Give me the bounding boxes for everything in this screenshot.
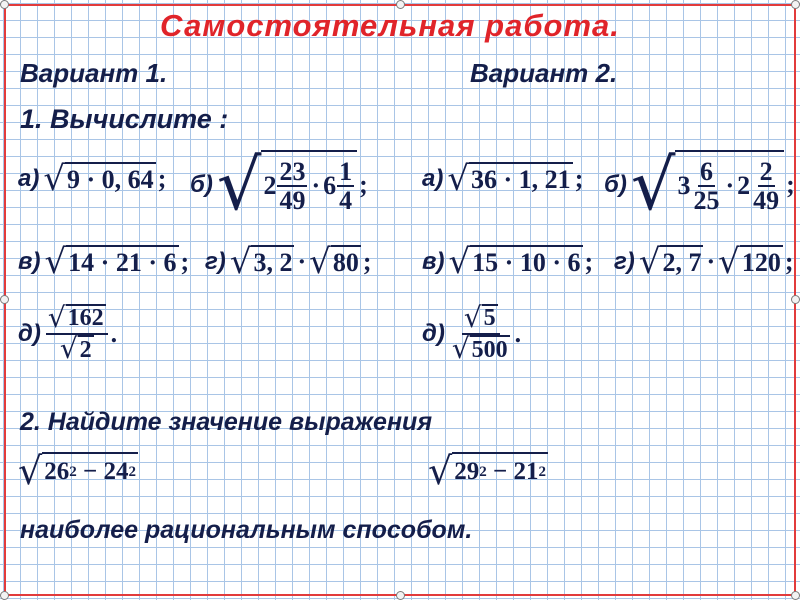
fraction	[691, 158, 721, 215]
page-title: Самостоятельная работа.	[160, 8, 620, 43]
radicand: 2	[79, 336, 92, 363]
sqrt-expression	[59, 332, 94, 366]
sqrt-expression	[47, 301, 106, 334]
multiply-dot: ·	[297, 247, 307, 276]
radicand: 36 · 1, 21	[469, 162, 573, 196]
whole-part: 2	[263, 171, 277, 200]
semicolon: ;	[362, 247, 372, 276]
v1-item-b	[190, 144, 368, 226]
semicolon: ;	[786, 170, 795, 199]
multiply-dot: ·	[706, 247, 716, 276]
sqrt-sign: √	[44, 242, 67, 282]
sqrt-sign: √	[718, 242, 740, 282]
v1-item-a	[18, 159, 167, 199]
period: .	[514, 319, 522, 349]
sqrt-expression	[309, 242, 361, 282]
resize-handle-top-left[interactable]	[0, 0, 9, 9]
sqrt-sign: √	[18, 449, 43, 493]
v1-item-v	[18, 242, 190, 282]
radicand: 9 · 0, 64	[65, 162, 156, 196]
sqrt-expression	[44, 242, 179, 282]
denominator	[450, 332, 512, 366]
radicand	[452, 452, 548, 490]
semicolon: ;	[157, 164, 167, 193]
denominator	[58, 332, 96, 366]
item-label: б)	[604, 171, 627, 198]
semicolon: ;	[584, 247, 594, 276]
base: 26	[44, 458, 70, 485]
denominator: 49	[279, 186, 306, 215]
radicand: 80	[331, 245, 361, 279]
radicand: 14 · 21 · 6	[66, 245, 178, 279]
radicand: 120	[740, 245, 783, 279]
numerator: 2	[759, 156, 773, 186]
v2-item-a	[422, 159, 584, 199]
whole-part: 3	[677, 171, 691, 200]
multiply-dot: ·	[725, 171, 735, 200]
v2-task2-expression	[428, 449, 548, 493]
v1-item-d	[18, 301, 118, 366]
base: 29	[454, 458, 480, 485]
numerator	[46, 301, 108, 335]
radicand	[261, 150, 357, 220]
denominator: 49	[753, 186, 780, 215]
sqrt-sign: √	[43, 159, 66, 199]
sqrt-sign: √	[309, 242, 331, 282]
sqrt-sign: √	[428, 449, 453, 493]
v2-item-d	[422, 301, 522, 366]
v1-item-g	[205, 242, 372, 282]
exponent: 2	[128, 463, 136, 480]
fraction	[751, 158, 781, 215]
semicolon: ;	[180, 247, 190, 276]
exponent: 2	[69, 463, 77, 480]
resize-handle-bottom-left[interactable]	[0, 591, 9, 600]
task-2-heading: 2. Найдите значение выражения	[20, 408, 433, 436]
item-label: а)	[422, 165, 444, 192]
resize-handle-top-right[interactable]	[791, 0, 800, 9]
v2-item-v	[422, 242, 594, 282]
minus-sign: −	[76, 458, 104, 485]
item-label: а)	[18, 165, 40, 192]
sqrt-sign: √	[451, 332, 470, 366]
sqrt-expression	[216, 144, 357, 226]
radicand: 5	[483, 305, 496, 332]
fraction	[277, 158, 307, 215]
item-label: г)	[614, 248, 635, 275]
sqrt-expression	[638, 242, 704, 282]
radicand: 2, 7	[660, 245, 703, 279]
item-label: г)	[205, 248, 226, 275]
sqrt-sign: √	[638, 242, 661, 282]
item-label: д)	[18, 320, 41, 348]
semicolon: ;	[784, 247, 794, 276]
v1-task2-expression	[18, 449, 138, 493]
sqrt-sign: √	[59, 332, 78, 366]
sqrt-expression	[630, 144, 784, 226]
task-2-footer: наиболее рациональным способом.	[20, 516, 473, 544]
semicolon: ;	[574, 164, 584, 193]
sqrt-sign: √	[216, 144, 262, 226]
resize-handle-middle-right[interactable]	[791, 295, 800, 304]
denominator: 25	[693, 186, 720, 215]
sqrt-sign: √	[447, 159, 470, 199]
sqrt-expression	[463, 301, 498, 334]
radicand: 15 · 10 · 6	[470, 245, 582, 279]
period: .	[110, 319, 118, 349]
fraction	[46, 301, 108, 366]
multiply-dot: ·	[311, 171, 321, 200]
numerator: 23	[279, 156, 306, 186]
sqrt-expression	[229, 242, 295, 282]
sqrt-expression	[451, 332, 510, 366]
sqrt-expression	[43, 159, 155, 199]
base: 21	[513, 458, 539, 485]
exponent: 2	[479, 463, 487, 480]
sqrt-expression	[448, 242, 583, 282]
whole-part: 6	[323, 171, 337, 200]
fraction	[450, 301, 512, 366]
sqrt-expression	[18, 449, 138, 493]
base: 24	[103, 458, 129, 485]
radicand: 3, 2	[251, 245, 294, 279]
sqrt-expression	[718, 242, 783, 282]
task-1-heading: 1. Вычислите :	[20, 104, 229, 134]
numerator: 1	[339, 156, 353, 186]
numerator: 6	[699, 156, 713, 186]
whole-part: 2	[737, 171, 751, 200]
v2-item-g	[614, 242, 794, 282]
numerator	[462, 301, 500, 335]
sqrt-sign: √	[229, 242, 252, 282]
sqrt-sign: √	[448, 242, 471, 282]
sqrt-expression	[447, 159, 572, 199]
red-margin-border	[4, 4, 796, 596]
item-label: в)	[18, 248, 41, 275]
denominator: 4	[339, 186, 353, 215]
sqrt-sign: √	[47, 301, 66, 334]
fraction	[337, 158, 354, 215]
resize-handle-bottom-center[interactable]	[396, 591, 405, 600]
resize-handle-middle-left[interactable]	[0, 295, 9, 304]
item-label: б)	[190, 171, 213, 198]
radicand	[42, 452, 138, 490]
item-label: в)	[422, 248, 445, 275]
exponent: 2	[538, 463, 546, 480]
radicand	[675, 150, 784, 220]
item-label: д)	[422, 320, 445, 348]
variant-1-heading: Вариант 1.	[20, 58, 168, 88]
radicand: 162	[67, 305, 104, 332]
sqrt-sign: √	[463, 301, 482, 334]
sqrt-expression	[428, 449, 548, 493]
semicolon: ;	[359, 170, 368, 199]
v2-item-b	[604, 144, 795, 226]
sqrt-sign: √	[630, 144, 676, 226]
variant-2-heading: Вариант 2.	[470, 58, 618, 88]
radicand: 500	[471, 336, 508, 363]
resize-handle-bottom-right[interactable]	[791, 591, 800, 600]
minus-sign: −	[486, 458, 514, 485]
